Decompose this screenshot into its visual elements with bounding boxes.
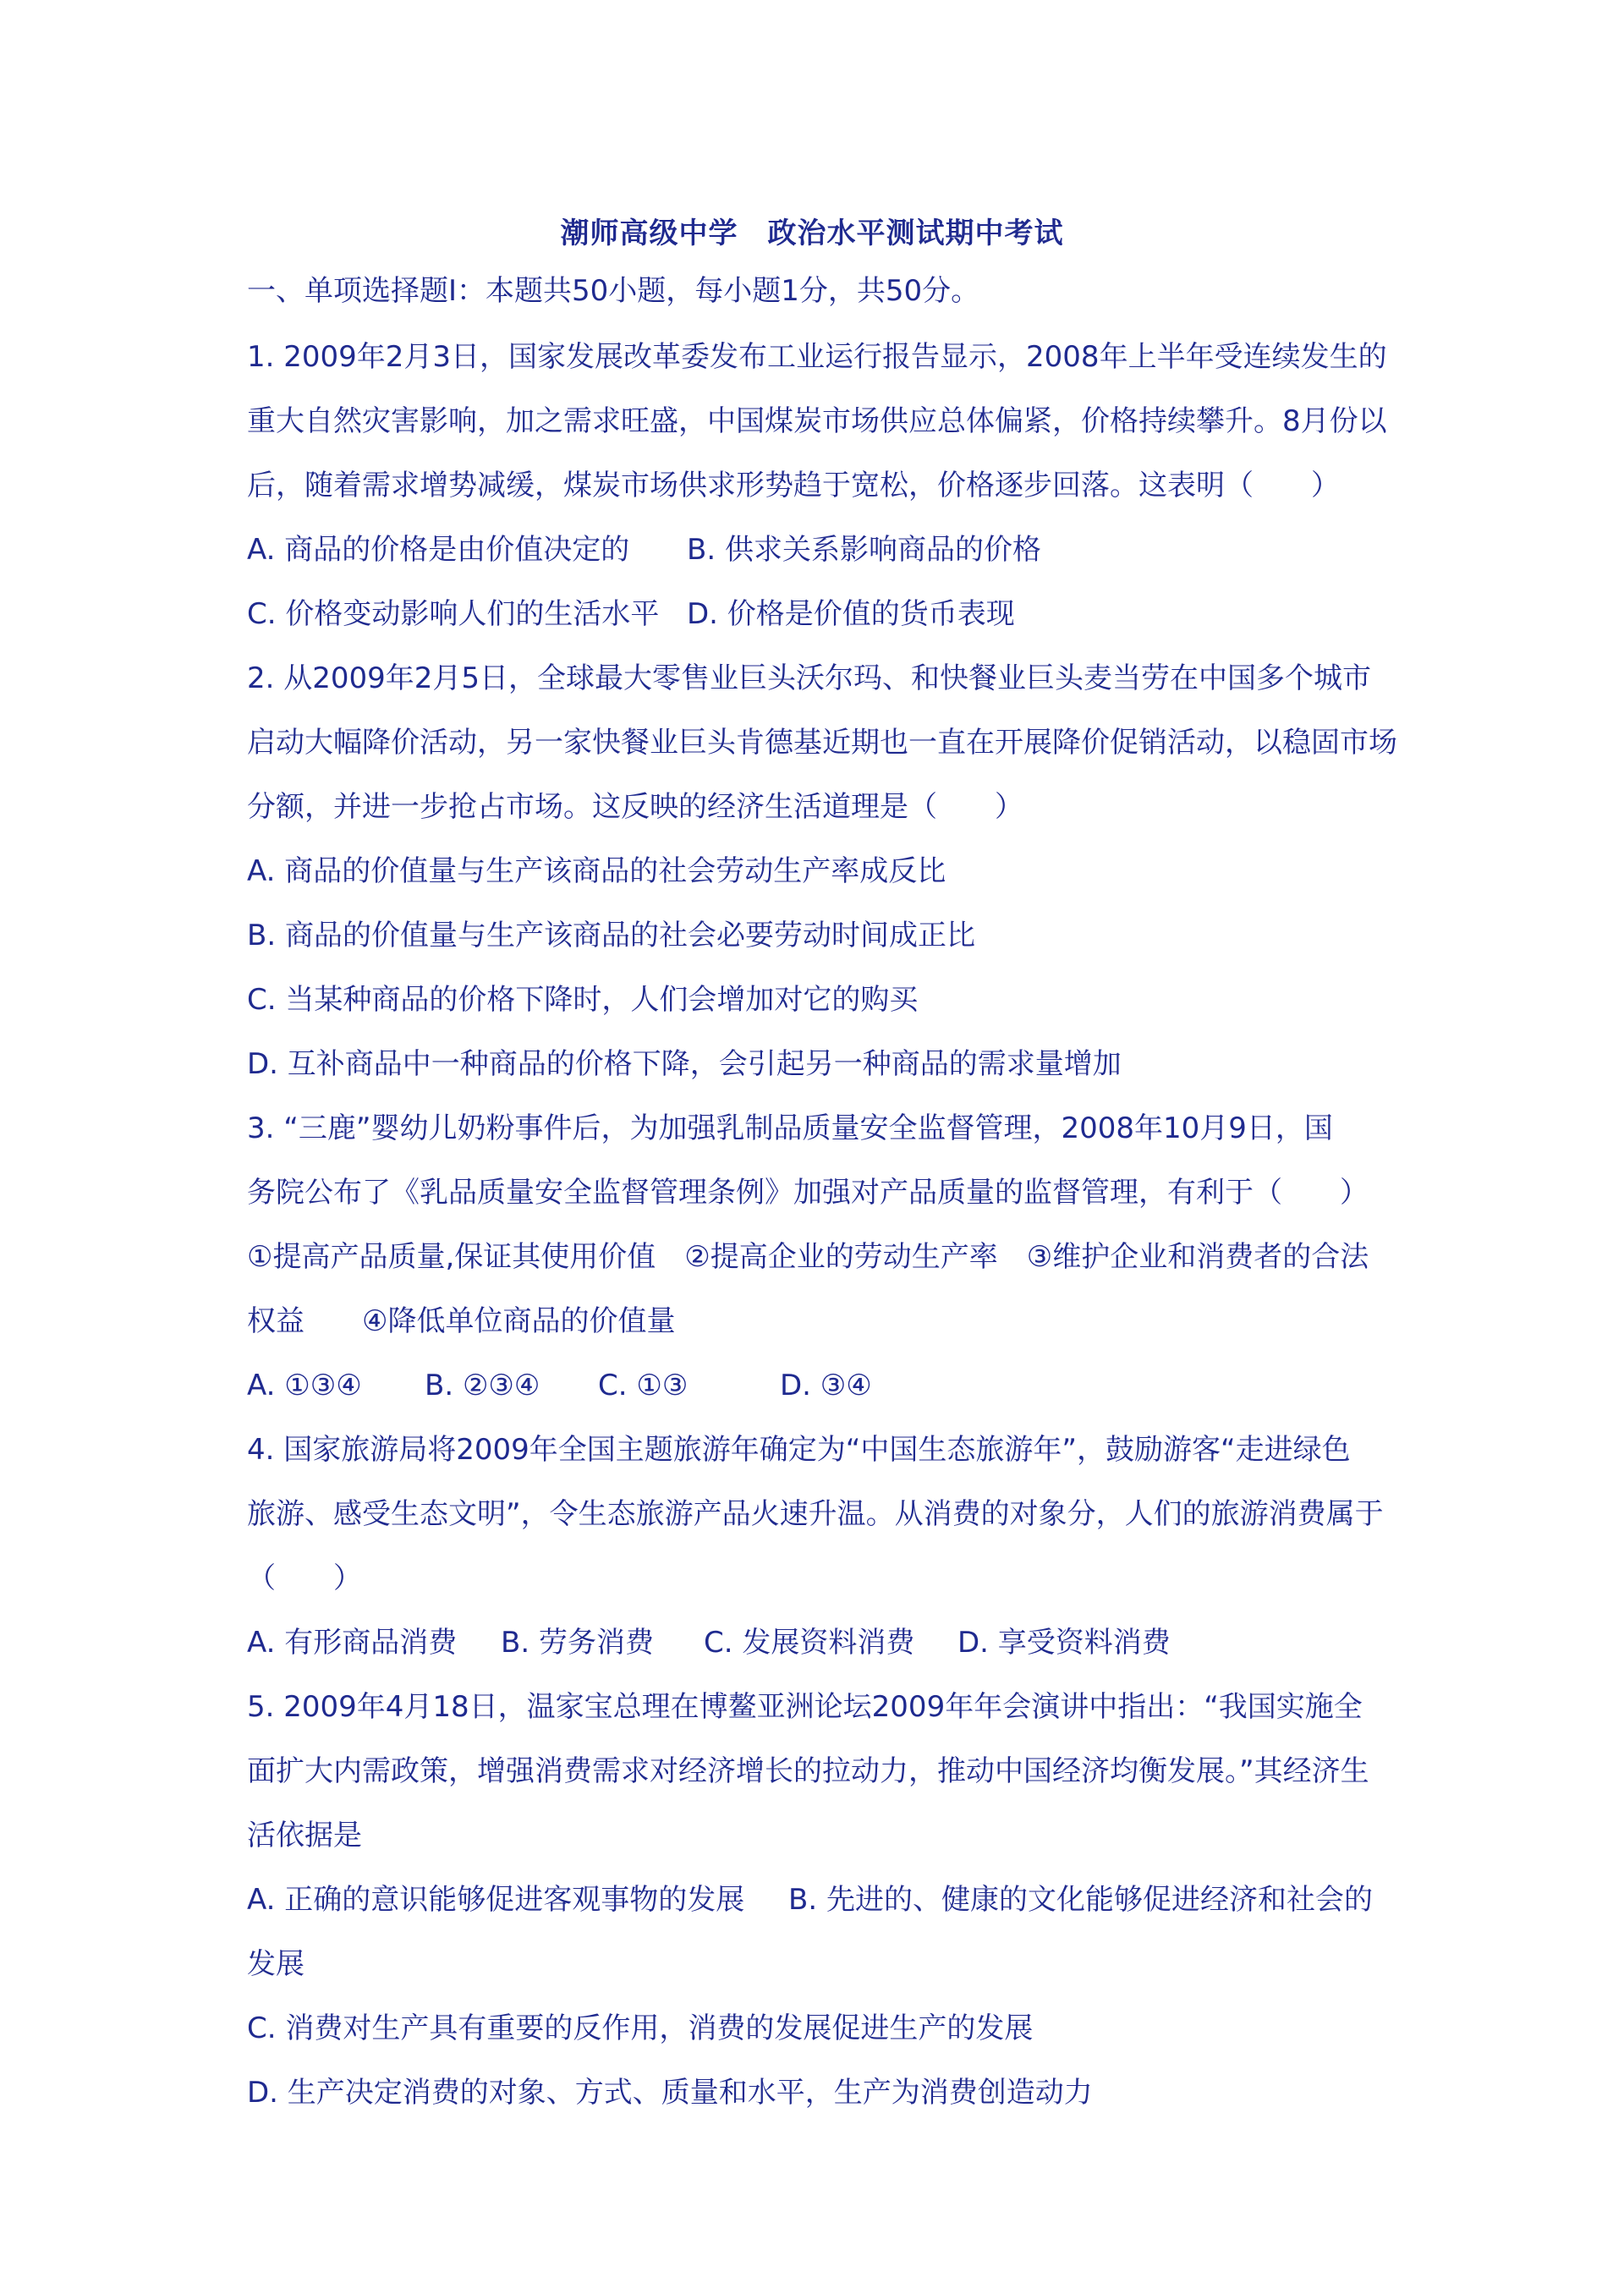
question-4-options-row [247,1624,1171,1661]
question-2-option-c[interactable]: C. 当某种商品的价格下降时，人们会增加对它的购买 [247,983,919,1017]
question-1-line-3: 后，随着需求增势减缓，煤炭市场供求形势趋于宽松，价格逐步回落。这表明（ ） [247,469,1340,502]
question-3-option-b[interactable]: B. ②③④ [425,1369,540,1402]
question-4-option-d[interactable]: D. 享受资料消费 [957,1626,1171,1660]
question-3-option-c[interactable]: C. ①③ [598,1369,689,1402]
question-1-option-d[interactable]: D. 价格是价值的货币表现 [687,597,1015,631]
question-5-options-row-1 [247,1881,1373,1918]
question-5-option-b-continued: 发展 [247,1947,304,1981]
question-2-line-2: 启动大幅降价活动，另一家快餐业巨头肯德基近期也一直在开展降价促销活动，以稳固市场 [247,726,1397,760]
question-5-line-3: 活依据是 [247,1819,362,1852]
question-4-line-3: （ ） [247,1561,362,1595]
question-2-option-d[interactable]: D. 互补商品中一种商品的价格下降，会引起另一种商品的需求量增加 [247,1047,1122,1081]
exam-title: 潮师高级中学 政治水平测试期中考试 [560,217,1064,250]
question-1-option-b[interactable]: B. 供求关系影响商品的价格 [687,533,1041,567]
question-1-options-row-2 [247,595,1015,633]
question-2-line-3: 分额，并进一步抢占市场。这反映的经济生活道理是（ ） [247,790,1023,824]
question-3-options-row [247,1367,872,1404]
question-3-option-d[interactable]: D. ③④ [780,1369,872,1402]
question-1-option-a[interactable]: A. 商品的价格是由价值决定的 [247,533,630,567]
question-5-line-2: 面扩大内需政策，增强消费需求对经济增长的拉动力，推动中国经济均衡发展。”其经济生 [247,1754,1369,1788]
question-4-line-2: 旅游、感受生态文明”，令生态旅游产品火速升温。从消费的对象分，人们的旅游消费属于 [247,1497,1384,1531]
question-2-option-b[interactable]: B. 商品的价值量与生产该商品的社会必要劳动时间成正比 [247,919,975,952]
question-1-options-row-1 [247,531,1041,568]
question-3-option-a[interactable]: A. ①③④ [247,1369,362,1402]
question-5-option-c[interactable]: C. 消费对生产具有重要的反作用，消费的发展促进生产的发展 [247,2011,1034,2045]
question-4-line-1: 4. 国家旅游局将2009年全国主题旅游年确定为“中国生态旅游年”，鼓励游客“走进绿色 [247,1433,1351,1467]
question-3-line-4: 权益 ④降低单位商品的价值量 [247,1304,676,1338]
question-5-option-b[interactable]: B. 先进的、健康的文化能够促进经济和社会的 [788,1883,1373,1917]
question-5-option-a[interactable]: A. 正确的意识能够促进客观事物的发展 [247,1883,745,1917]
question-4-option-a[interactable]: A. 有形商品消费 [247,1626,458,1660]
question-3-line-3: ①提高产品质量,保证其使用价值 ②提高企业的劳动生产率 ③维护企业和消费者的合法 [247,1240,1369,1274]
section-heading: 一、单项选择题Ⅰ：本题共50小题，每小题1分，共50分。 [247,274,980,308]
question-2-option-a[interactable]: A. 商品的价值量与生产该商品的社会劳动生产率成反比 [247,854,946,888]
question-2-line-1: 2. 从2009年2月5日，全球最大零售业巨头沃尔玛、和快餐业巨头麦当劳在中国多个城市 [247,661,1372,695]
question-1-option-c[interactable]: C. 价格变动影响人们的生活水平 [247,597,660,631]
question-3-line-2: 务院公布了《乳品质量安全监督管理条例》加强对产品质量的监督管理，有利于（ ） [247,1176,1369,1210]
question-3-line-1: 3. “三鹿”婴幼儿奶粉事件后，为加强乳制品质量安全监督管理，2008年10月9日，国 [247,1111,1333,1145]
question-4-option-b[interactable]: B. 劳务消费 [501,1626,654,1660]
question-1-line-1: 1. 2009年2月3日，国家发展改革委发布工业运行报告显示，2008年上半年受连续发生的 [247,340,1387,374]
question-4-option-c[interactable]: C. 发展资料消费 [704,1626,915,1660]
question-5-line-1: 5. 2009年4月18日，温家宝总理在博鳌亚洲论坛2009年年会演讲中指出：“我国实施全 [247,1690,1363,1724]
question-1-line-2: 重大自然灾害影响，加之需求旺盛，中国煤炭市场供应总体偏紧，价格持续攀升。8月份以 [247,404,1387,438]
question-5-option-d[interactable]: D. 生产决定消费的对象、方式、质量和水平，生产为消费创造动力 [247,2076,1093,2110]
